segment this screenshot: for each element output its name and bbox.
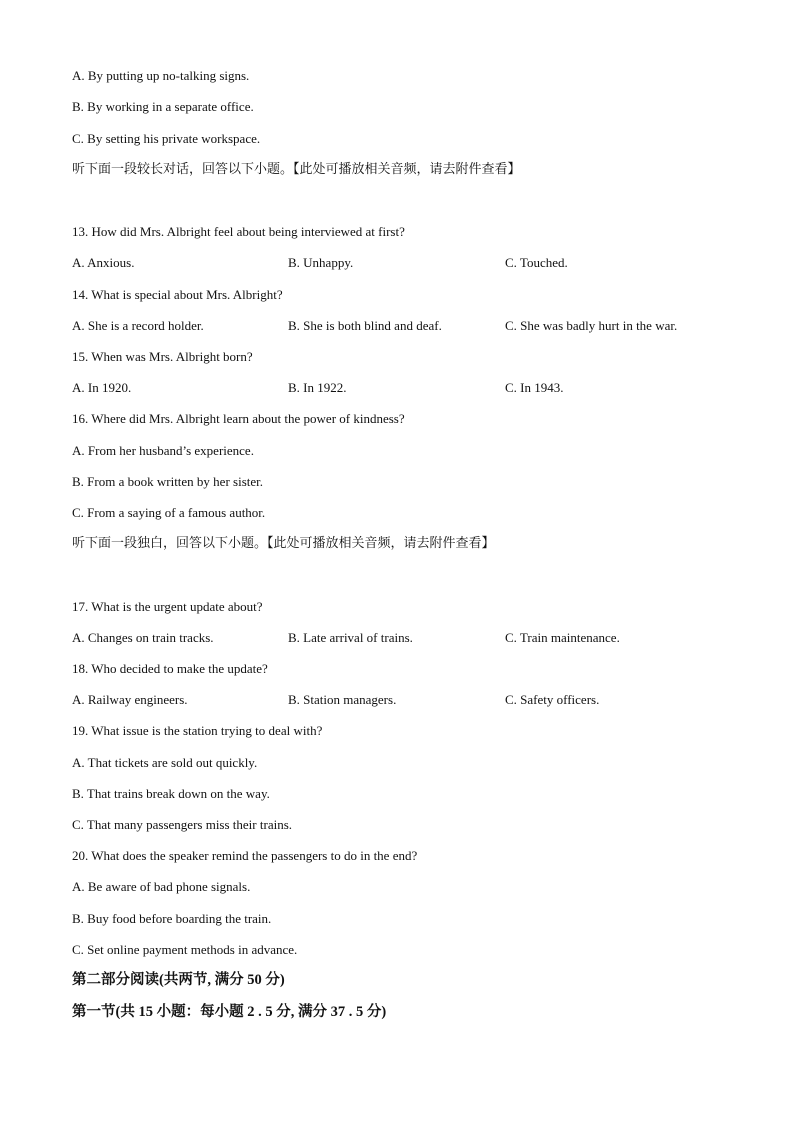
q14-stem: 14. What is special about Mrs. Albright? [72,287,283,302]
q18-stem: 18. Who decided to make the update? [72,661,268,676]
q16-option-c: C. From a saying of a famous author. [72,505,266,520]
q15-option-b: B. In 1922. [288,380,347,395]
q19-stem: 19. What issue is the station trying to deal with? [72,723,323,738]
q20-option-c: C. Set online payment methods in advance. [72,942,298,957]
q13-option-a: A. Anxious. [72,255,135,270]
q18-option-c: C. Safety officers. [505,692,600,707]
q16-option-b: B. From a book written by her sister. [72,474,264,489]
q13-stem: 13. How did Mrs. Albright feel about being interviewed at first? [72,224,405,239]
q16-stem: 16. Where did Mrs. Albright learn about the power of kindness? [72,411,405,426]
q17-stem: 17. What is the urgent update about? [72,599,263,614]
q16-option-a: A. From her husband’s experience. [72,443,254,458]
q12-option-c: C. By setting his private workspace. [72,131,261,146]
q15-option-a: A. In 1920. [72,380,132,395]
q14-option-c: C. She was badly hurt in the war. [505,318,678,333]
q19-option-b: B. That trains break down on the way. [72,786,270,801]
q14-option-a: A. She is a record holder. [72,318,204,333]
q15-stem: 15. When was Mrs. Albright born? [72,349,253,364]
q17-option-a: A. Changes on train tracks. [72,630,214,645]
q13-option-b: B. Unhappy. [288,255,354,270]
q20-option-a: A. Be aware of bad phone signals. [72,879,251,894]
instruction-monologue: 听下面一段独白，回答以下小题。【此处可播放相关音频，请去附件查看】 [72,536,495,551]
q12-option-a: A. By putting up no-talking signs. [72,68,250,83]
part2-heading: 第二部分阅读(共两节, 满分 50 分) [72,972,285,988]
q17-option-b: B. Late arrival of trains. [288,630,413,645]
q14-option-b: B. She is both blind and deaf. [288,318,442,333]
q20-option-b: B. Buy food before boarding the train. [72,911,272,926]
q19-option-a: A. That tickets are sold out quickly. [72,755,258,770]
q18-option-b: B. Station managers. [288,692,397,707]
q19-option-c: C. That many passengers miss their trains. [72,817,293,832]
q20-stem: 20. What does the speaker remind the passengers to do in the end? [72,848,418,863]
q12-option-b: B. By working in a separate office. [72,99,254,114]
section1-heading: 第一节(共 15 小题：每小题 2 . 5 分, 满分 37 . 5 分) [72,1004,387,1020]
q13-option-c: C. Touched. [505,255,568,270]
instruction-long-dialogue: 听下面一段较长对话，回答以下小题。【此处可播放相关音频，请去附件查看】 [72,162,521,177]
q17-option-c: C. Train maintenance. [505,630,620,645]
q15-option-c: C. In 1943. [505,380,564,395]
q18-option-a: A. Railway engineers. [72,692,188,707]
